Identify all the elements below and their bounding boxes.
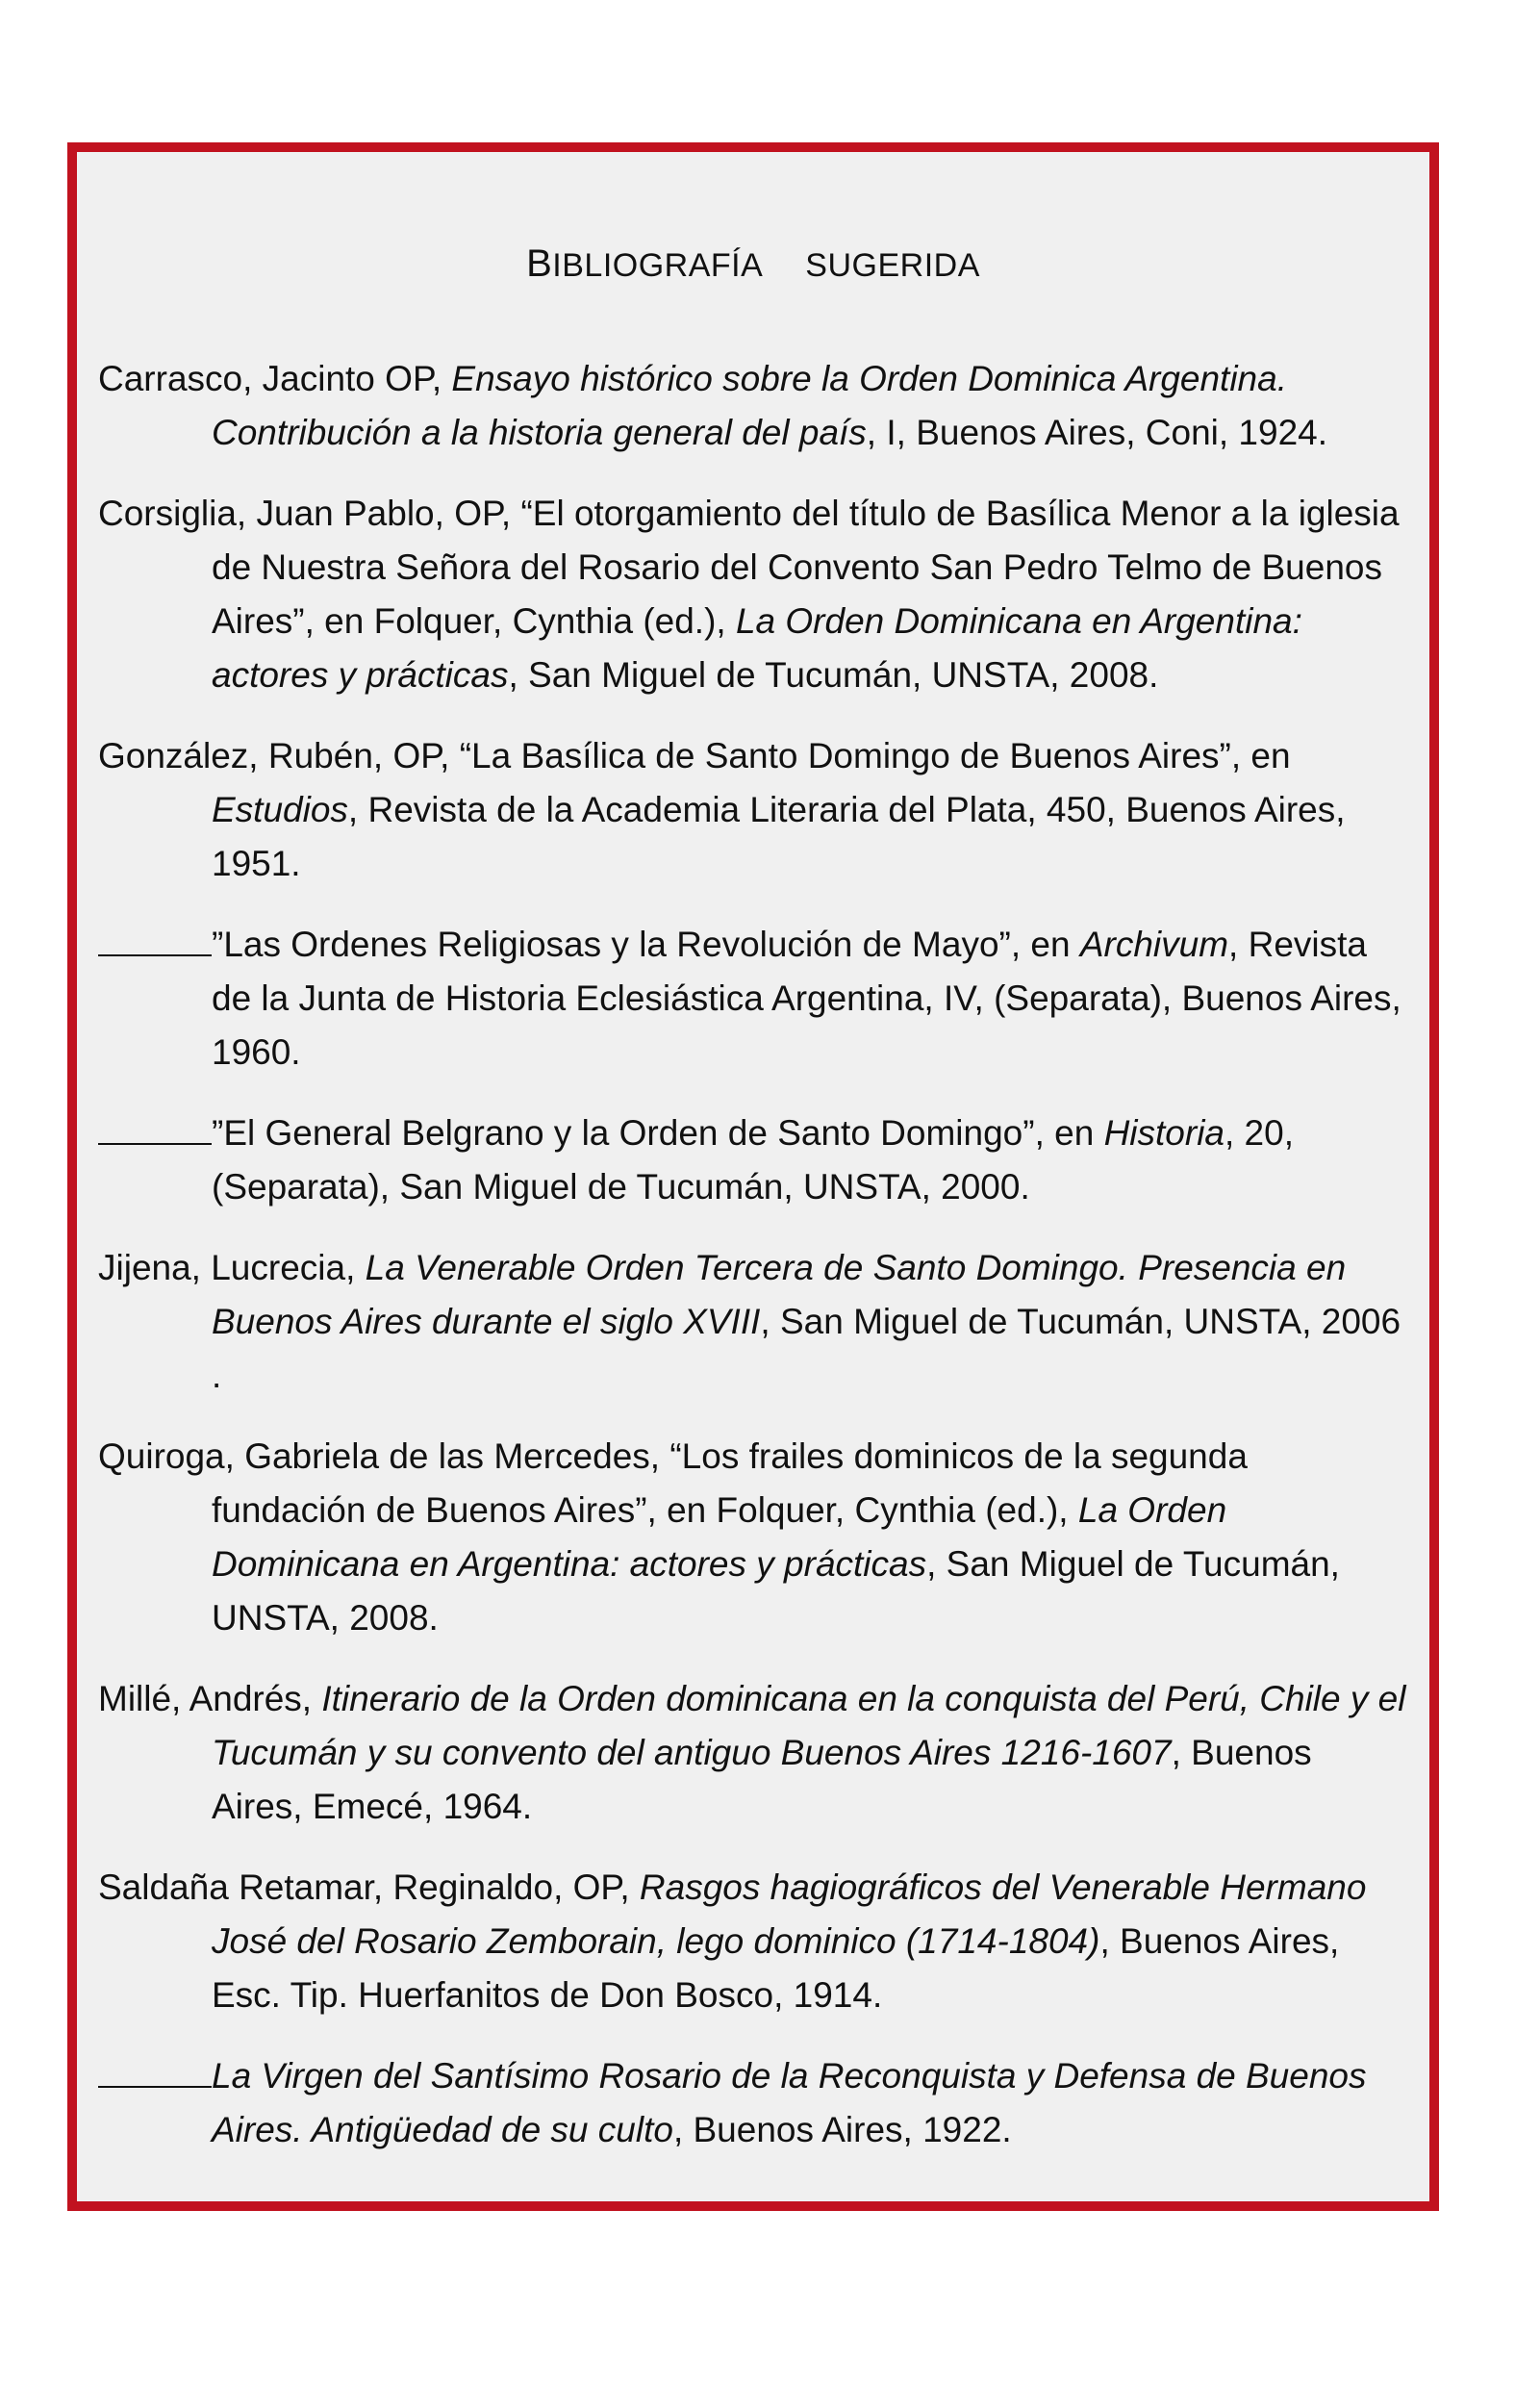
entry-author: ”El General Belgrano y la Orden de Santo Domingo”, en xyxy=(212,1113,1104,1153)
entry-publication: , Buenos Aires, Emecé, 1964. xyxy=(212,1733,1312,1826)
title-word-1: IBLIOGRAFÍA xyxy=(552,247,764,284)
entry-title: Itinerario de la Orden dominicana en la conquista del Perú, Chile y el Tucumán y su convento del antiguo Buenos Aires 1216-1607 xyxy=(212,1679,1406,1772)
entry-title: La Orden Dominicana en Argentina: actores y prácticas xyxy=(212,1490,1227,1584)
entry-publication: , San Miguel de Tucumán, UNSTA, 2006 . xyxy=(212,1302,1401,1395)
entry-publication: , Revista de la Academia Literaria del Plata, 450, Buenos Aires, 1951. xyxy=(212,790,1346,883)
bibliography-frame xyxy=(67,142,1439,2211)
repeat-author-rule xyxy=(98,2053,212,2088)
entry-title: Ensayo histórico sobre la Orden Dominica Argentina. Contribución a la historia general del país xyxy=(212,359,1287,452)
entry-publication: , San Miguel de Tucumán, UNSTA, 2008. xyxy=(212,1544,1340,1638)
entry-title: Archivum xyxy=(1079,925,1229,964)
bib-entry-gonzalez xyxy=(98,729,1406,891)
entry-publication: , I, Buenos Aires, Coni, 1924. xyxy=(866,413,1328,452)
bib-entry-saldana-virgen xyxy=(98,2049,1406,2157)
bib-entry-corsiglia xyxy=(98,487,1406,702)
entry-author: ”Las Ordenes Religiosas y la Revolución de Mayo”, en xyxy=(212,925,1080,964)
bib-entry-quiroga xyxy=(98,1430,1406,1645)
bib-entry-saldana xyxy=(98,1861,1406,2022)
entry-author: González, Rubén, OP, “La Basílica de Santo Domingo de Buenos Aires”, en xyxy=(98,736,1291,775)
repeat-author-rule xyxy=(98,1110,212,1145)
bib-entry-gonzalez-belgrano xyxy=(98,1106,1406,1214)
entry-title: La Virgen del Santísimo Rosario de la Reconquista y Defensa de Buenos Aires. Antigüedad de su culto xyxy=(212,2056,1367,2149)
entry-title: Rasgos hagiográficos del Venerable Hermano José del Rosario Zemborain, lego dominico (1714-1804) xyxy=(212,1867,1367,1961)
entry-author: Saldaña Retamar, Reginaldo, OP, xyxy=(98,1867,640,1907)
entry-publication: , Buenos Aires, Esc. Tip. Huerfanitos de Don Bosco, 1914. xyxy=(212,1921,1340,2015)
title-initial: B xyxy=(526,242,553,285)
entry-author: Millé, Andrés, xyxy=(98,1679,322,1718)
bib-entry-carrasco xyxy=(98,352,1406,460)
entry-publication: , Revista de la Junta de Historia Eclesiástica Argentina, IV, (Separata), Buenos Aires, 1960. xyxy=(212,925,1401,1072)
entry-publication: , 20, (Separata), San Miguel de Tucumán, UNSTA, 2000. xyxy=(212,1113,1294,1207)
entry-title: Estudios xyxy=(212,790,348,829)
bibliography-list xyxy=(98,352,1406,2184)
entry-title: La Venerable Orden Tercera de Santo Domingo. Presencia en Buenos Aires durante el siglo XVIII xyxy=(212,1248,1347,1341)
entry-title: La Orden Dominicana en Argentina: actores y prácticas xyxy=(212,601,1302,695)
bib-entry-gonzalez-ordenes xyxy=(98,918,1406,1080)
repeat-author-rule xyxy=(98,922,212,956)
entry-author: Carrasco, Jacinto OP, xyxy=(98,359,452,398)
entry-author: Corsiglia, Juan Pablo, OP, “El otorgamiento del título de Basílica Menor a la iglesia de Nuestra Señora del Rosario del Convento San Pedro Telmo de Buenos Aires”, en Folquer, Cynthia (ed.), xyxy=(98,494,1400,641)
page-title xyxy=(77,242,1429,286)
entry-title: Historia xyxy=(1103,1113,1224,1153)
title-word-2: SUGERIDA xyxy=(805,247,980,284)
bib-entry-jijena xyxy=(98,1241,1406,1403)
entry-author: Jijena, Lucrecia, xyxy=(98,1248,366,1287)
entry-author: Quiroga, Gabriela de las Mercedes, “Los frailes dominicos de la segunda fundación de Buenos Aires”, en Folquer, Cynthia (ed.), xyxy=(98,1436,1248,1530)
entry-publication: , San Miguel de Tucumán, UNSTA, 2008. xyxy=(508,655,1159,695)
entry-publication: , Buenos Aires, 1922. xyxy=(672,2110,1012,2149)
bib-entry-mille xyxy=(98,1672,1406,1834)
